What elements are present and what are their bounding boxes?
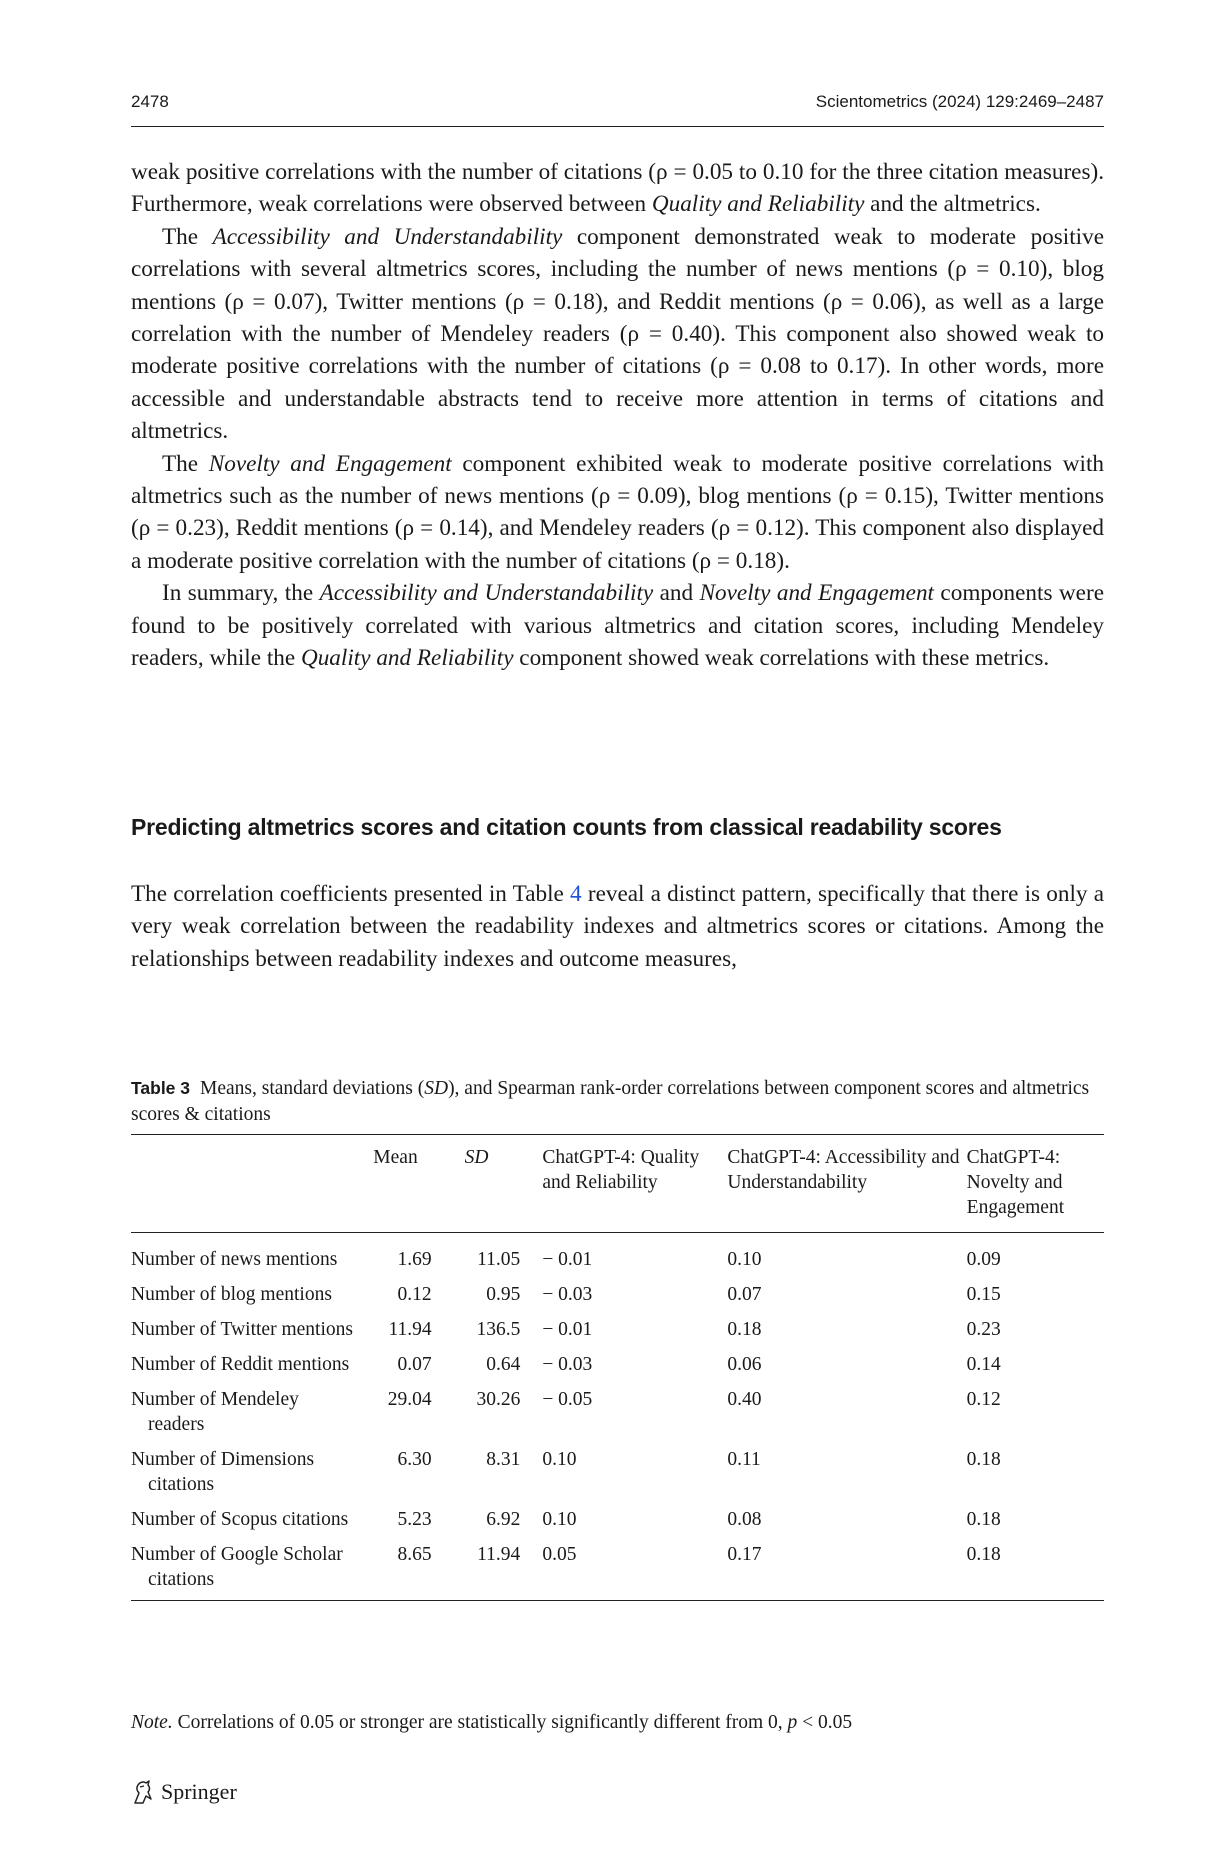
cell-sd: 30.26 — [476, 1389, 521, 1410]
cell-novelty-engagement: 0.18 — [966, 1449, 1001, 1470]
cell-mean: 0.07 — [397, 1354, 432, 1375]
body-text — [131, 156, 1104, 675]
row-label — [131, 1233, 363, 1283]
cell-mean: 5.23 — [397, 1509, 432, 1530]
row-label — [131, 1507, 363, 1542]
cell-mean: 11.94 — [388, 1319, 432, 1340]
publisher-name: Springer — [161, 1779, 237, 1804]
table-row — [131, 1447, 1104, 1507]
publisher-logo — [131, 1779, 237, 1805]
cell-sd: 0.95 — [486, 1284, 521, 1305]
table-row — [131, 1352, 1104, 1387]
cell-quality-reliability: 0.05 — [542, 1544, 577, 1565]
header-accessibility-understandability: ChatGPT-4: Accessibility and Understandability — [727, 1147, 960, 1193]
cell-quality-reliability: − 0.03 — [542, 1354, 593, 1375]
cell-accessibility-understandability: 0.17 — [727, 1544, 762, 1565]
cell-novelty-engagement: 0.14 — [966, 1354, 1001, 1375]
cell-accessibility-understandability: 0.18 — [727, 1319, 762, 1340]
cell-quality-reliability: − 0.01 — [542, 1319, 593, 1340]
table-3 — [131, 1134, 1104, 1601]
row-label — [131, 1352, 363, 1387]
row-label-text: Number of Scopus citations — [131, 1509, 349, 1530]
header-mean: Mean — [373, 1147, 418, 1168]
table-note: Note. Correlations of 0.05 or stronger are statistically significantly different from 0, p < 0.05 — [131, 1712, 853, 1733]
paragraph-4: In summary, the Accessibility and Understandability and Novelty and Engagement components were found to be positively correlated with various altmetrics and citation scores, including Mendeley readers, while the Quality and Reliability component showed weak correlations with these metrics. — [131, 580, 1104, 672]
cell-accessibility-understandability: 0.06 — [727, 1354, 762, 1375]
row-label-text: Number of Mendeley readers — [131, 1389, 299, 1435]
cell-sd: 8.31 — [486, 1449, 521, 1470]
page-number: 2478 — [131, 92, 169, 111]
paragraph-1: weak positive correlations with the number of citations (ρ = 0.05 to 0.10 for the three citation measures). Furthermore, weak correlations were observed between Quality and Reliability and the altmetrics. — [131, 159, 1104, 218]
section-heading: Predicting altmetrics scores and citation counts from classical readability scores — [131, 814, 1002, 840]
row-label-text: Number of Google Scholar citations — [131, 1544, 343, 1590]
cell-quality-reliability: − 0.03 — [542, 1284, 593, 1305]
paragraph-2: The Accessibility and Understandability component demonstrated weak to moderate positive correlations with several altmetrics scores, including the number of news mentions (ρ = 0.10), blog mentions (ρ = 0.07), Twitter mentions (ρ = 0.18), and Reddit mentions (ρ = 0.06), as well as a large correlation with the number of Mendeley readers (ρ = 0.40). This component also showed weak to moderate positive correlations with the number of citations (ρ = 0.08 to 0.17). In other words, more accessible and understandable abstracts tend to receive more attention in terms of citations and altmetrics. — [131, 223, 1105, 445]
cell-sd: 0.64 — [486, 1354, 521, 1375]
paragraph-3: The Novelty and Engagement component exhibited weak to moderate positive correlations with altmetrics such as the number of news mentions (ρ = 0.09), blog mentions (ρ = 0.15), Twitter mentions (ρ = 0.23), Reddit mentions (ρ = 0.14), and Mendeley readers (ρ = 0.12). This component also displayed a moderate positive correlation with the number of citations (ρ = 0.18). — [131, 450, 1104, 574]
table-label: Table 3 — [131, 1078, 191, 1098]
cell-mean: 1.69 — [397, 1249, 432, 1270]
table-row — [131, 1317, 1104, 1352]
cell-sd: 6.92 — [486, 1509, 521, 1530]
cell-quality-reliability: 0.10 — [542, 1509, 577, 1530]
cell-accessibility-understandability: 0.07 — [727, 1284, 762, 1305]
section-body — [131, 878, 1104, 975]
cell-novelty-engagement: 0.09 — [966, 1249, 1001, 1270]
page-header — [131, 90, 1104, 127]
table-header-row — [131, 1135, 1104, 1233]
row-label-text: Number of blog mentions — [131, 1284, 332, 1305]
cell-mean: 0.12 — [397, 1284, 432, 1305]
row-label-text: Number of Reddit mentions — [131, 1354, 350, 1375]
cell-quality-reliability: − 0.05 — [542, 1389, 593, 1410]
row-label-text: Number of Dimensions citations — [131, 1449, 315, 1495]
row-label-text: Number of Twitter mentions — [131, 1319, 353, 1340]
cell-novelty-engagement: 0.18 — [966, 1544, 1001, 1565]
cell-accessibility-understandability: 0.11 — [727, 1449, 761, 1470]
table-caption: Table 3 Means, standard deviations (SD), and Spearman rank-order correlations between component scores and altmetrics scores & citations — [131, 1078, 1090, 1125]
table-4-link[interactable]: 4 — [570, 881, 582, 907]
cell-mean: 8.65 — [397, 1544, 432, 1565]
cell-mean: 29.04 — [387, 1389, 432, 1410]
header-sd: SD — [464, 1147, 489, 1168]
cell-mean: 6.30 — [397, 1449, 432, 1470]
row-label — [131, 1387, 363, 1447]
row-label — [131, 1542, 363, 1601]
header-empty — [131, 1135, 363, 1233]
cell-novelty-engagement: 0.18 — [966, 1509, 1001, 1530]
row-label — [131, 1317, 363, 1352]
cell-quality-reliability: 0.10 — [542, 1449, 577, 1470]
cell-quality-reliability: − 0.01 — [542, 1249, 593, 1270]
row-label — [131, 1282, 363, 1317]
cell-novelty-engagement: 0.15 — [966, 1284, 1001, 1305]
section-paragraph: The correlation coefficients presented in Table 4 reveal a distinct pattern, specifically that there is only a very weak correlation between the readability indexes and altmetrics scores or citations. Among the relationships between readability indexes and outcome measures, — [131, 881, 1104, 972]
cell-accessibility-understandability: 0.10 — [727, 1249, 762, 1270]
table-row — [131, 1233, 1104, 1283]
cell-sd: 136.5 — [476, 1319, 521, 1340]
table-row — [131, 1507, 1104, 1542]
table-row — [131, 1387, 1104, 1447]
cell-sd: 11.05 — [477, 1249, 521, 1270]
table-row — [131, 1542, 1104, 1601]
header-quality-reliability: ChatGPT-4: Quality and Reliability — [542, 1147, 700, 1193]
springer-horse-icon — [131, 1779, 153, 1805]
cell-novelty-engagement: 0.12 — [966, 1389, 1001, 1410]
row-label-text: Number of news mentions — [131, 1249, 338, 1270]
table-row — [131, 1282, 1104, 1317]
cell-accessibility-understandability: 0.40 — [727, 1389, 762, 1410]
cell-novelty-engagement: 0.23 — [966, 1319, 1001, 1340]
row-label — [131, 1447, 363, 1507]
cell-sd: 11.94 — [477, 1544, 521, 1565]
header-novelty-engagement: ChatGPT-4: Novelty and Engagement — [966, 1147, 1065, 1218]
cell-accessibility-understandability: 0.08 — [727, 1509, 762, 1530]
journal-citation: Scientometrics (2024) 129:2469–2487 — [815, 92, 1104, 111]
